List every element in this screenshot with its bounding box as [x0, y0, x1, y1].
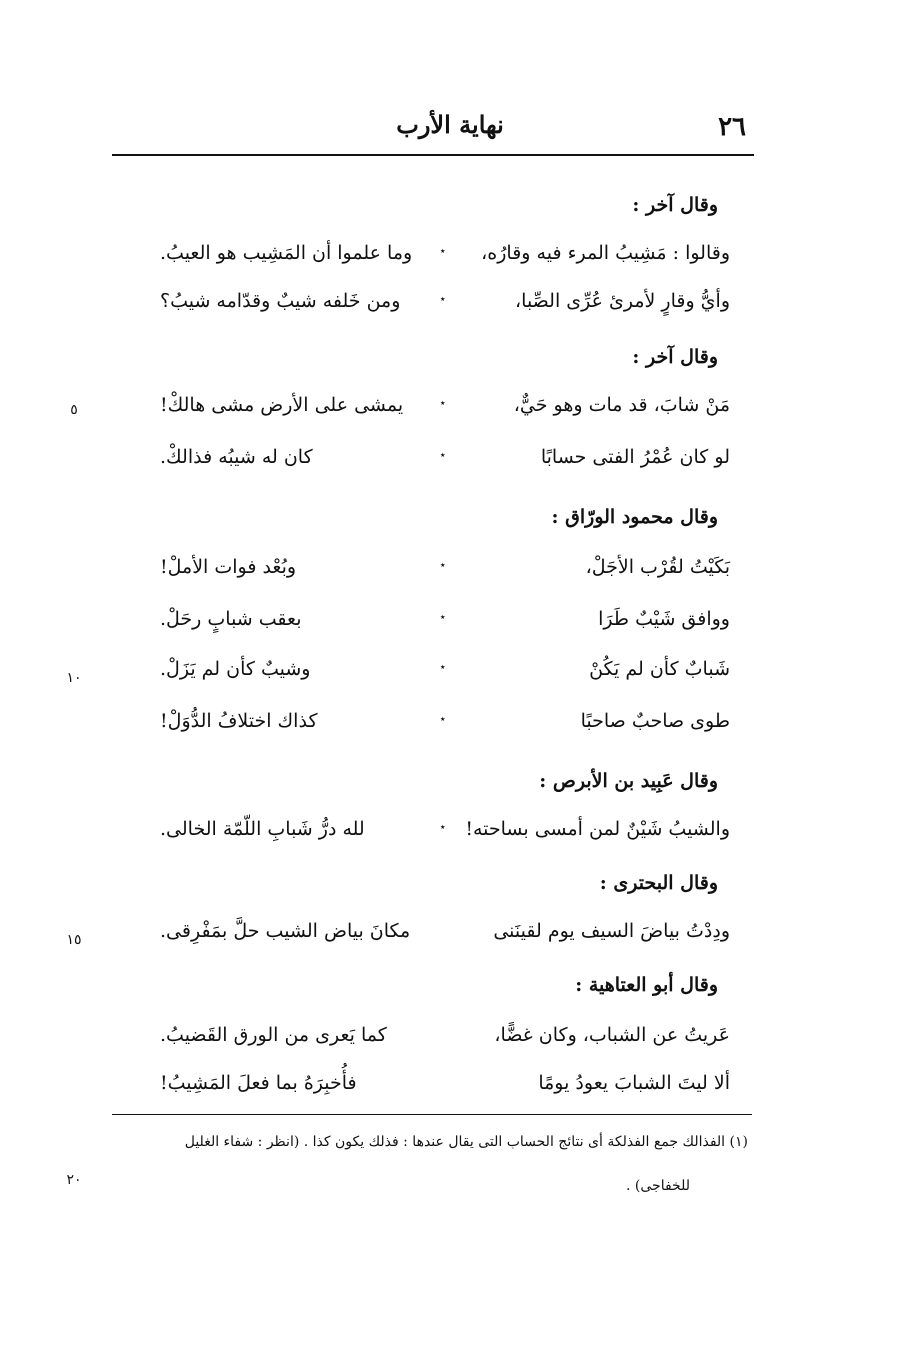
verse-first-hemistich: لو كان عُمْرُ الفتى حسابًا: [540, 446, 730, 468]
running-title: نهاية الأرب: [396, 110, 504, 139]
verse-second-hemistich: مكانَ بياض الشيب حلَّ بمَفْرِقى.: [160, 920, 411, 942]
verse-second-hemistich: وما علموا أن المَشِيب هو العيبُ.: [160, 242, 413, 264]
verse-second-hemistich: فأُخبِرَهُ بما فعلَ المَشِيبُ!: [160, 1072, 357, 1094]
verse-first-hemistich: وأيُّ وقارٍ لأمرئ عُرِّى الصِّبا،: [515, 290, 730, 312]
footnote-line: للخفاجى) .: [626, 1178, 690, 1194]
verse-second-hemistich: بعقب شبابٍ رحَلْ.: [160, 608, 302, 630]
verse-separator: ٭: [440, 398, 446, 409]
verse-line: [150, 608, 730, 648]
verse-first-hemistich: مَنْ شابَ، قد مات وهو حَيٌّ،: [513, 394, 730, 416]
verse-first-hemistich: ووافق شَيْبٌ طَرَا: [598, 608, 730, 630]
verse-first-hemistich: ودِدْتُ بياضَ السيف يوم لقينَنى: [493, 920, 730, 942]
verse-second-hemistich: كذاك اختلافُ الدُّوَلْ!: [160, 710, 318, 732]
verse-line: [150, 1024, 730, 1064]
header-rule: [112, 154, 754, 156]
verse-first-hemistich: وقالوا : مَشِيبُ المرء فيه وقارُه،: [481, 242, 730, 264]
poem-intro: وقال آخر :: [632, 194, 718, 216]
poem-intro: وقال محمود الورّاق :: [551, 506, 718, 528]
verse-line: [150, 818, 730, 858]
verse-line: [150, 290, 730, 330]
line-number: ٢٠: [66, 1172, 82, 1188]
verse-line: [150, 556, 730, 596]
verse-second-hemistich: وبُعْد فوات الأملْ!: [160, 556, 297, 578]
verse-separator: ٭: [440, 560, 446, 571]
footnote-line: (١) الفذالك جمع الفذلكة أى نتائج الحساب التى يقال عندها : فذلك يكون كذا . (انظر : شفاء الغليل: [184, 1134, 748, 1150]
verse-second-hemistich: كما يَعرى من الورق القَضيبُ.: [160, 1024, 387, 1046]
verse-separator: ٭: [440, 612, 446, 623]
poem-intro: وقال عَبِيد بن الأبرص :: [539, 770, 718, 792]
verse-second-hemistich: كان له شيبُه فذالكْ.: [160, 446, 313, 468]
verse-line: [150, 394, 730, 434]
verse-second-hemistich: ومن خَلفه شيبٌ وقدّامه شيبُ؟: [160, 290, 401, 312]
verse-separator: ٭: [440, 294, 446, 305]
verse-first-hemistich: ألا ليتَ الشبابَ يعودُ يومًا: [538, 1072, 730, 1094]
verse-separator: ٭: [440, 822, 446, 833]
verse-first-hemistich: شَبابٌ كأن لم يَكُنْ: [589, 658, 730, 680]
verse-line: [150, 1072, 730, 1112]
line-number: ٥: [70, 402, 78, 418]
verse-separator: ٭: [440, 662, 446, 673]
line-number: ١٥: [66, 932, 82, 948]
verse-second-hemistich: وشيبٌ كأن لم يَزَلْ.: [160, 658, 311, 680]
verse-line: [150, 658, 730, 698]
verse-line: [150, 242, 730, 282]
verse-separator: ٭: [440, 450, 446, 461]
line-number: ١٠: [66, 670, 82, 686]
poem-intro: وقال آخر :: [632, 346, 718, 368]
poem-intro: وقال أبو العتاهية :: [575, 974, 718, 996]
verse-first-hemistich: طوى صاحبٌ صاحبًا: [580, 710, 730, 732]
verse-separator: ٭: [440, 246, 446, 257]
footnote-rule: [112, 1114, 752, 1115]
verse-second-hemistich: لله درُّ شَبابِ اللّمّة الخالى.: [160, 818, 365, 840]
verse-first-hemistich: والشيبُ شَيْنٌ لمن أمسى بساحته!: [465, 818, 730, 840]
poem-intro: وقال البحترى :: [599, 872, 718, 894]
verse-first-hemistich: بَكَيْتُ لقُرْب الأجَلْ،: [585, 556, 730, 578]
verse-first-hemistich: عَريتُ عن الشباب، وكان غضًّا،: [494, 1024, 730, 1046]
verse-line: [150, 920, 730, 960]
verse-line: [150, 710, 730, 750]
page-number: ٢٦: [718, 112, 746, 142]
verse-line: [150, 446, 730, 486]
verse-separator: ٭: [440, 714, 446, 725]
verse-second-hemistich: يمشى على الأرض مشى هالكْ!: [160, 394, 404, 416]
